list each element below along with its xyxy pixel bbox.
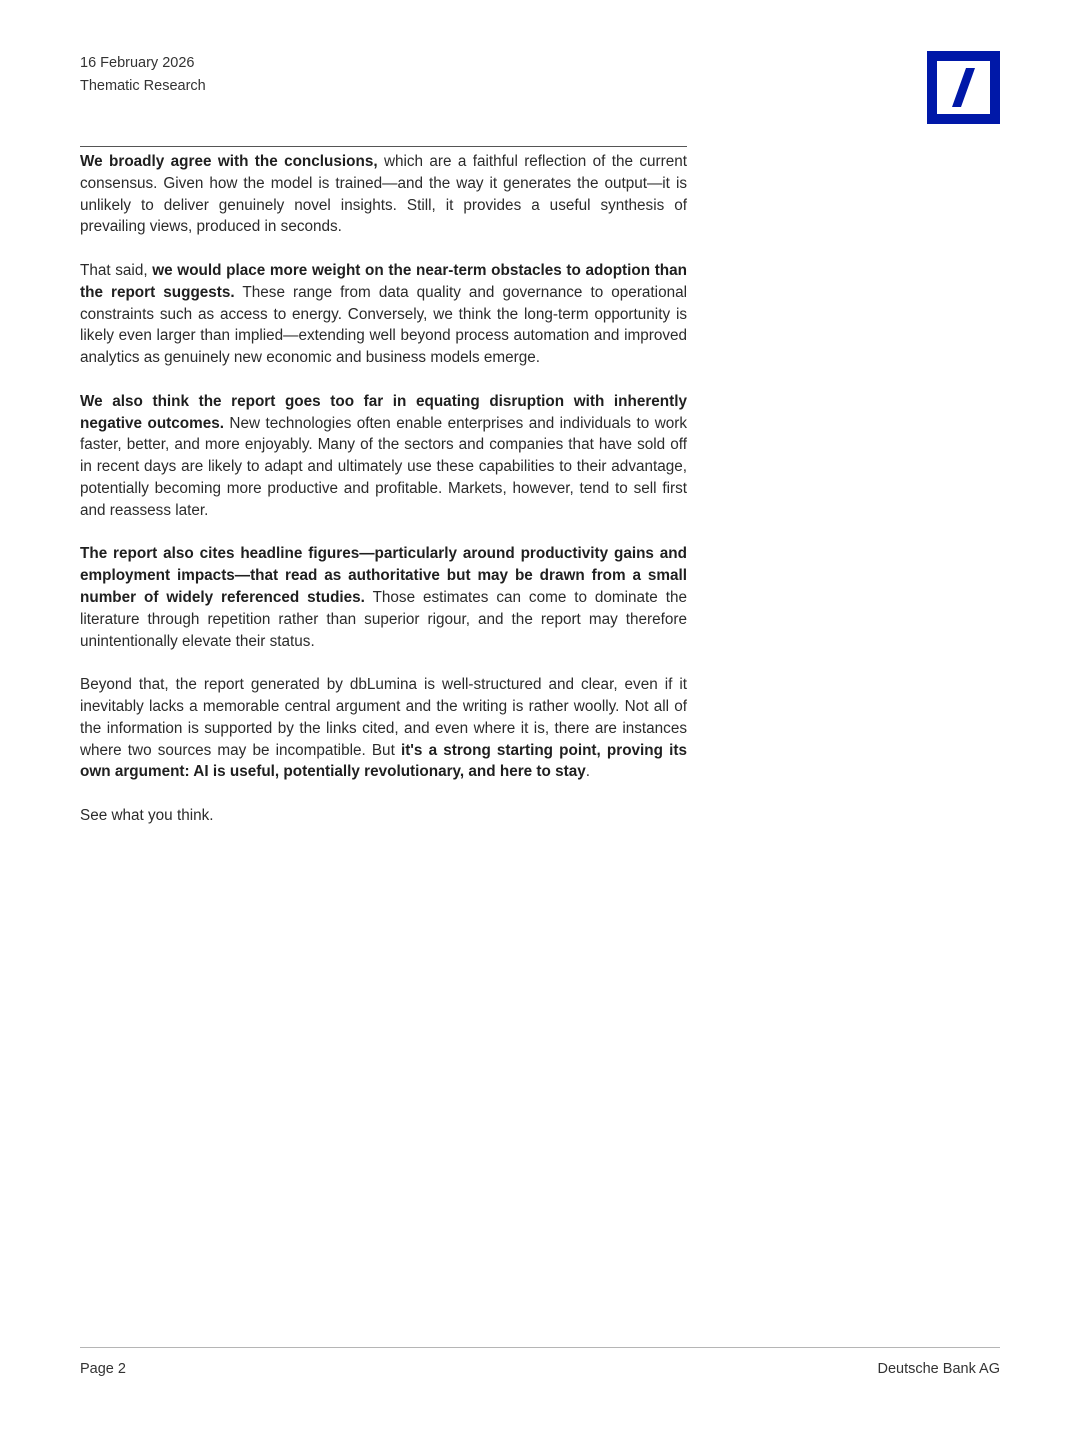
paragraph-headline-figures	[80, 543, 687, 652]
header-divider	[80, 146, 687, 147]
paragraph-text: These range from data quality and governance to operational constraints such as access to energy. Conversely, we think the long-term opportunity is likely even larger than implied—extending well beyond process automation and improved analytics as genuinely new economic and business models emerge.	[80, 283, 687, 367]
paragraph-text: Beyond that, the report generated by dbLumina is well-structured and clear, even if it inevitably lacks a memorable central argument and the writing is rather woolly. Not all of the information is supported by the links cited, and even where it is, there are instances where two sources may be incompatible. But	[80, 676, 687, 759]
paragraph-emphasis: it's a strong starting point, proving its own argument: AI is useful, potentially revolutionary, and here to stay	[80, 741, 687, 781]
footer-divider	[80, 1347, 1000, 1348]
company-name: Deutsche Bank AG	[877, 1361, 1000, 1377]
paragraph-text: That said,	[80, 261, 153, 279]
paragraph-conclusions	[80, 151, 687, 238]
paragraph-obstacles	[80, 260, 687, 369]
report-date: 16 February 2026	[80, 55, 195, 71]
paragraph-lead: We also think the report goes too far in equating disruption with inherently negative outcomes.	[80, 392, 687, 432]
paragraph-text: New technologies often enable enterprises and individuals to work faster, better, and more enjoyably. Many of the sectors and companies that have sold off in recent days are likely to adapt and ultimately use these capabilities to their advantage, potentially becoming more productive and profitable. Markets, however, tend to sell first and reassess later.	[80, 414, 687, 519]
paragraph-lead: The report also cites headline figures—particularly around productivity gains and employment impacts—that read as authoritative but may be drawn from a small number of widely referenced studies.	[80, 545, 687, 606]
report-section: Thematic Research	[80, 78, 206, 94]
article-body	[80, 151, 687, 849]
paragraph-lead: We broadly agree with the conclusions,	[80, 153, 378, 170]
paragraph-lead: we would place more weight on the near-term obstacles to adoption than the report suggests.	[80, 261, 688, 301]
header-meta	[80, 52, 206, 98]
paragraph-disruption	[80, 391, 687, 522]
paragraph-closing	[80, 805, 687, 827]
page-number: Page 2	[80, 1361, 126, 1377]
paragraph-text: See what you think.	[80, 806, 214, 824]
paragraph-dblumina	[80, 674, 687, 783]
paragraph-text: .	[585, 763, 590, 781]
paragraph-text: Those estimates can come to dominate the literature through repetition rather than superior rigour, and the report may therefore unintentionally elevate their status.	[80, 588, 687, 650]
deutsche-bank-logo-icon	[927, 51, 1000, 124]
paragraph-text: which are a faithful reflection of the current consensus. Given how the model is trained—and the way it generates the output—it is unlikely to deliver genuinely novel insights. Still, it provides a useful synthesis of prevailing views, produced in seconds.	[80, 153, 687, 236]
